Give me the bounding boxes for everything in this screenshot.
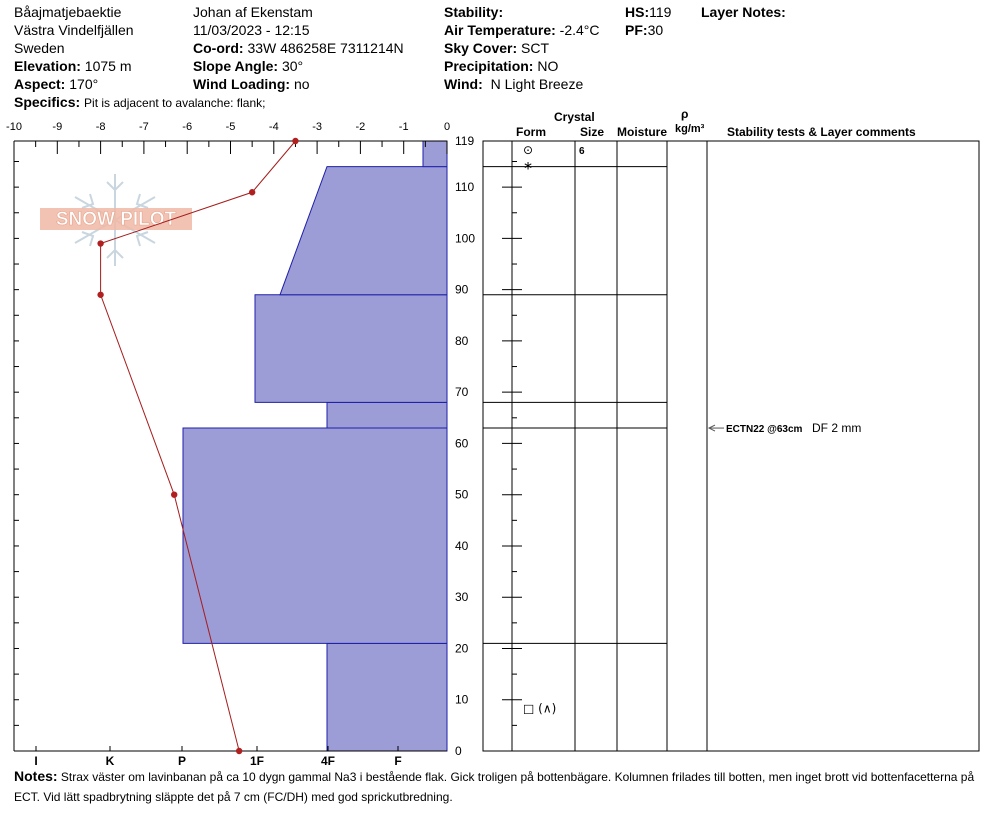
temperature-point (249, 189, 255, 195)
temperature-tick-label: -8 (95, 121, 106, 133)
specifics-value: Pit is adjacent to avalanche: flank; (84, 96, 266, 110)
air-temp-label: Air Temperature: (444, 22, 556, 38)
air-temp-value: -2.4°C (559, 22, 600, 38)
height-tick-label: 100 (455, 231, 476, 246)
height-tick-label: 0 (455, 744, 462, 758)
height-tick-label: 10 (455, 692, 469, 707)
hs-value: 119 (649, 4, 672, 20)
hardness-tick-label: P (177, 754, 187, 766)
hardness-layer (255, 295, 447, 403)
temperature-tick-label: -10 (6, 121, 22, 133)
hardness-tick-label: 4F (320, 754, 336, 766)
country-name: Sweden (14, 40, 65, 56)
wind-loading-label: Wind Loading: (193, 76, 291, 92)
hardness-layer (327, 643, 447, 751)
pf-label: PF: (625, 22, 648, 38)
layer-table (455, 134, 979, 758)
coord-value: 33W 486258E 7311214N (247, 40, 404, 56)
height-tick-label: 80 (455, 333, 469, 348)
wind-value: N Light Breeze (490, 76, 584, 92)
height-tick-label: 30 (455, 590, 469, 605)
hardness-layers (183, 141, 447, 751)
temperature-tick-label: -6 (182, 121, 193, 133)
temperature-tick-label: 0 (443, 121, 451, 133)
specifics-label: Specifics: (14, 94, 81, 110)
form-header: Form (516, 125, 546, 139)
observation-datetime: 11/03/2023 - 12:15 (193, 22, 310, 38)
sky-cover-label: Sky Cover: (444, 40, 518, 56)
temperature-point (97, 240, 103, 246)
temperature-tick-label: -7 (139, 121, 149, 133)
height-tick-label: 90 (455, 282, 469, 297)
stability-tests-header: Stability tests & Layer comments (727, 125, 916, 139)
wind-label: Wind: (444, 76, 483, 92)
temperature-tick-label: -4 (268, 121, 279, 133)
location-name: Båajmatjebaektie (14, 4, 122, 20)
crystal-header: Crystal (554, 110, 595, 124)
precipitation-label: Precipitation: (444, 58, 534, 74)
layer-notes-label: Layer Notes: (701, 4, 786, 20)
grain-form: □ (∧) (523, 701, 557, 716)
sky-cover-value: SCT (521, 40, 550, 56)
hardness-tick-label: K (105, 754, 115, 766)
precipitation-value: NO (537, 58, 559, 74)
temperature-point (97, 292, 103, 298)
moisture-header: Moisture (617, 125, 668, 139)
temperature-point (292, 138, 298, 144)
slope-value: 30° (281, 58, 304, 74)
height-tick-label: 70 (455, 385, 469, 400)
stability-label: Stability: (444, 4, 504, 20)
notes-text: Strax väster om lavinbanan på ca 10 dygn gammal Na3 i bestående flak. Gick troligen på bottenbägare. Kolumnen frilades till botten, men inget brott vid bottenfacetterna på ECT. Vid lätt spadbrytning släppte det på 7 cm (FC/DH) med god sprickutbredning. (14, 770, 975, 804)
coord-label: Co-ord: (193, 40, 244, 56)
density-unit-header: kg/m³ (675, 123, 705, 135)
height-tick-label: 20 (455, 641, 469, 656)
wind-loading-value: no (293, 76, 310, 92)
area-name: Västra Vindelfjällen (14, 22, 134, 38)
height-tick-label: 40 (455, 538, 469, 553)
temperature-point (171, 491, 177, 497)
height-tick-label: 50 (455, 487, 469, 502)
grain-size: 6 (579, 146, 585, 157)
height-tick-label: 119 (455, 134, 475, 148)
height-tick-label: 60 (455, 436, 469, 451)
aspect-label: Aspect: (14, 76, 66, 92)
hardness-tick-label: F (394, 754, 402, 766)
grain-form: ⊙ (523, 143, 534, 157)
size-header: Size (580, 125, 605, 139)
rho-header: ρ (681, 107, 689, 121)
logo-text: SNOW PILOT (55, 209, 177, 230)
temperature-tick-label: -2 (355, 121, 366, 133)
height-tick-label: 110 (455, 180, 475, 195)
slope-label: Slope Angle: (193, 58, 279, 74)
hs-label: HS: (625, 4, 650, 20)
temperature-tick-label: -1 (398, 121, 409, 133)
temperature-tick-label: -3 (312, 121, 322, 133)
temperature-point (236, 748, 242, 754)
hardness-layer (423, 141, 447, 167)
pf-value: 30 (647, 22, 664, 38)
aspect-value: 170° (69, 76, 99, 92)
hardness-layer (280, 167, 447, 295)
notes-section (14, 766, 989, 807)
grain-form: ∗ (523, 158, 534, 173)
elevation-value: 1075 m (84, 58, 132, 74)
temperature-tick-label: -9 (52, 121, 63, 133)
hardness-tick-label: 1F (249, 754, 265, 766)
stability-test-comment: DF 2 mm (812, 421, 862, 436)
stability-test-label: ECTN22 @63cm (726, 424, 803, 436)
elevation-label: Elevation: (14, 58, 81, 74)
hardness-layer (327, 402, 447, 428)
temperature-tick-label: -5 (225, 121, 236, 133)
hardness-tick-label: I (34, 754, 38, 766)
hardness-layer (183, 428, 447, 643)
observer-name: Johan af Ekenstam (193, 4, 313, 20)
table-frame (483, 141, 979, 751)
notes-label: Notes: (14, 768, 58, 784)
